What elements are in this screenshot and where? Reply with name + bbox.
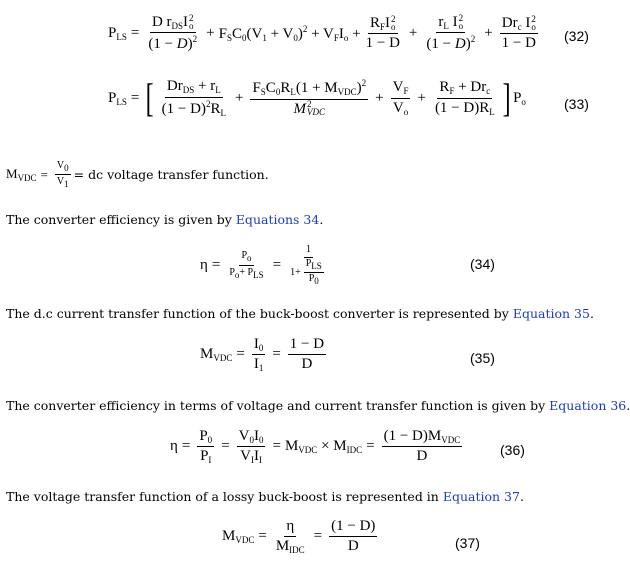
link-equation-37[interactable]: Equation 37 (442, 489, 520, 504)
paragraph-efficiency-transfer (6, 398, 630, 414)
equation-number-34: (34) (470, 256, 495, 272)
paragraph-voltage-transfer (6, 489, 524, 505)
equation-number-36: (36) (500, 442, 525, 458)
equation-37: $M_{VDC}$ = $\frac{\eta}{M_{IDC}}$ = $\frac{(1 - D)}{D}$ (222, 518, 376, 556)
equation-34: η = $\frac{P_o}{P_o+ P_{LS}}$ = 1 1+ $\frac{P_{LS}}{P_0}$ (200, 244, 322, 286)
mvdc-definition-text: = dc voltage transfer function. (73, 167, 269, 183)
paragraph-punct: . (589, 306, 594, 321)
link-equation-35[interactable]: Equation 35 (512, 306, 590, 321)
equation-number-33: (33) (564, 96, 589, 112)
equation-number-35: (35) (470, 350, 495, 366)
link-equation-34[interactable]: Equations 34 (235, 212, 320, 227)
paragraph-text: The d.c current transfer function of the buck-boost converter is represented by (6, 306, 513, 321)
equation-35: $M_{VDC}$ = $\frac{I_0}{I_1}$ = $\frac{1 - D}{D}$ (200, 336, 325, 374)
mvdc-definition: $M_{VDC}$ = $\frac{V_0}{V_1}$ = dc voltage transfer function. (6, 160, 269, 190)
paragraph-punct: . (319, 212, 324, 227)
equation-number-37: (37) (455, 535, 480, 551)
paragraph-text: The voltage transfer function of a lossy buck-boost is represented in (6, 489, 443, 504)
paragraph-efficiency (6, 212, 323, 228)
paragraph-punct: . (519, 489, 524, 504)
paragraph-current-transfer (6, 306, 594, 322)
equation-number-32: (32) (564, 28, 589, 44)
link-equation-36[interactable]: Equation 36 (549, 398, 627, 413)
paragraph-text: The converter efficiency in terms of voltage and current transfer function is given by (6, 398, 550, 413)
equation-33: $P_{LS}$ = [ $\frac{Dr_{DS} + r_L}{(1 - D)^2R_L}$ + $F_SC_0R_L(1 + M_{VDC})^2$ M 2 VDC + $\frac{V_F}{V_o}$ + $\frac{R_F + Dr_c}{(1 - D)R_L}$ ] $P_o$ (108, 75, 526, 120)
equation-32: $P_{LS}$ = D $r_{DS}I$ 2 o $(1 - D)^2$ + $F_SC_0(V_1 + V_0)^2 + V_FI_o$ + $R_FI$ 2 o 1 − D + $r_L$ I 2 o $(1 - D)^2$ + $Dr_c$ I 2 o 1 − D (108, 12, 536, 53)
equation-36: η = $\frac{P_0}{P_I}$ = $\frac{V_0I_0}{V_II_I}$ = $M_{VDC} \times M_{IDC}$ = $\frac{(1 - D)M_{VDC}}{D}$ (170, 428, 461, 466)
paragraph-text: The converter efficiency is given by (6, 212, 236, 227)
paragraph-punct: . (626, 398, 630, 413)
